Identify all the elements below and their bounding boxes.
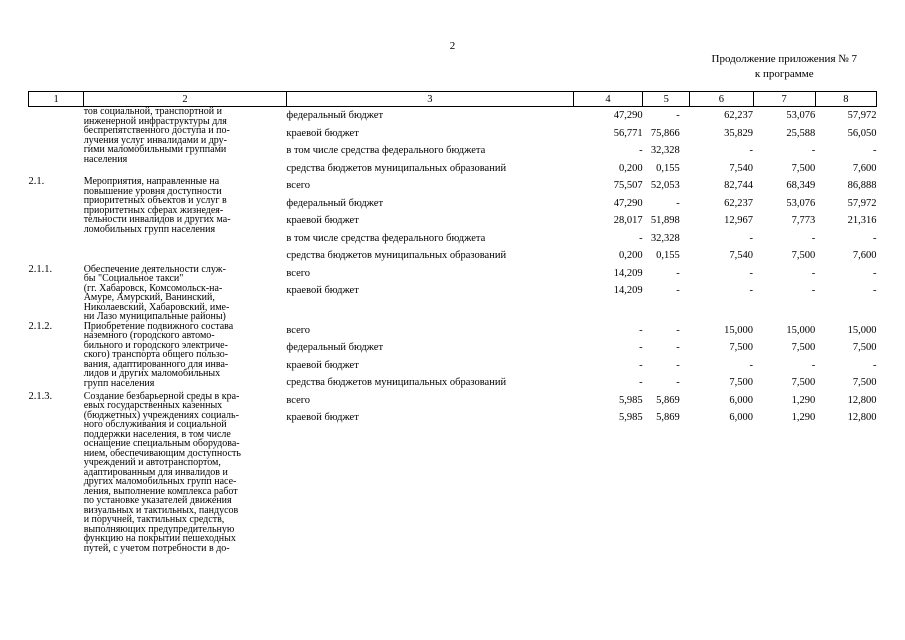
value-cell: 25,588 — [786, 127, 816, 139]
description-line: ского) транспорта общего пользо- — [83, 349, 229, 360]
value-cell: 12,967 — [724, 215, 753, 226]
row-number: 2.1. — [28, 176, 45, 187]
value-cell: 0,200 — [619, 250, 643, 261]
funding-sources — [286, 107, 573, 178]
description-line: и поручней, тактильных средств, — [83, 514, 225, 525]
description-line: ления, выполнение комплекса работ — [83, 485, 238, 497]
row-number: 2.1.2. — [28, 320, 53, 332]
value-cell: - — [639, 145, 643, 156]
description-line: лучения услуг инвалидами и дру- — [83, 134, 227, 146]
value-column-7 — [753, 107, 815, 178]
funding-sources — [286, 177, 573, 265]
value-column-5 — [643, 392, 690, 554]
value-cell: 5,985 — [619, 394, 643, 406]
value-cell: 0,155 — [656, 162, 680, 174]
funding-source-label: краевой бюджет — [286, 127, 359, 139]
value-cell: 15,000 — [847, 324, 877, 336]
value-cell: 5,985 — [619, 412, 643, 423]
value-cell: - — [811, 285, 816, 296]
value-cell: - — [873, 285, 877, 296]
value-cell: 5,869 — [656, 412, 680, 423]
funding-source-label: средства бюджетов муниципальных образований — [286, 377, 507, 388]
value-cell: - — [749, 359, 753, 371]
value-cell: - — [873, 267, 877, 279]
value-cell: - — [749, 145, 753, 156]
description-line: наземного (городского автомо- — [83, 330, 215, 341]
value-cell: - — [639, 359, 643, 371]
table-row — [29, 265, 877, 322]
description-line: Николаевский, Хабаровский, име- — [83, 301, 230, 313]
description-line: функцию на покрытии пешеходных — [83, 533, 236, 544]
value-cell: 7,500 — [791, 162, 816, 174]
value-cell: 57,972 — [847, 197, 877, 209]
funding-source-label: краевой бюджет — [286, 359, 359, 371]
column-header: 6 — [690, 92, 753, 107]
annex-line-2: к программе — [754, 68, 814, 80]
description-line: учреждений и автотранспортом, — [83, 457, 221, 468]
value-column-7 — [753, 265, 815, 322]
description-line: приоритетных сферах жизнедея- — [83, 204, 224, 216]
value-cell: 14,209 — [613, 285, 643, 296]
value-cell: - — [639, 232, 643, 244]
measure-description — [84, 392, 287, 554]
value-column-7 — [753, 322, 815, 392]
value-cell: 7,500 — [852, 342, 877, 353]
column-header: 3 — [286, 92, 573, 107]
description-line: бильного и городского электриче- — [83, 339, 228, 351]
description-line: выполняющих предупредительную — [83, 523, 235, 535]
value-cell: - — [873, 359, 877, 371]
value-cell: 28,017 — [613, 215, 643, 226]
value-cell: 12,800 — [847, 412, 877, 423]
funding-source-label: всего — [286, 394, 311, 406]
value-cell: 7,540 — [729, 162, 753, 174]
value-column-8 — [815, 177, 876, 265]
annex-reference — [712, 52, 857, 82]
value-cell: 35,829 — [724, 127, 753, 139]
value-column-6 — [690, 107, 753, 178]
value-column-5 — [643, 177, 690, 265]
value-cell: - — [749, 285, 753, 296]
funding-source-label: краевой бюджет — [286, 285, 359, 296]
table-row — [29, 107, 877, 178]
value-column-4 — [573, 107, 642, 178]
measure-description — [84, 322, 287, 392]
value-cell: - — [676, 197, 680, 209]
funding-source-label: краевой бюджет — [286, 412, 359, 423]
funding-source-label: всего — [286, 267, 311, 279]
description-line: адаптированным для инвалидов и — [83, 466, 228, 478]
funding-sources — [286, 322, 573, 392]
description-line: других маломобильных групп насе- — [83, 476, 237, 487]
description-line: беспрепятственного доступа и по- — [83, 125, 230, 136]
table-row — [29, 322, 877, 392]
value-cell: 53,076 — [786, 110, 816, 121]
column-header: 4 — [573, 92, 642, 107]
value-column-5 — [643, 322, 690, 392]
value-cell: 68,349 — [786, 180, 816, 191]
value-column-8 — [815, 107, 876, 178]
program-table — [28, 91, 877, 553]
funding-source-label: всего — [286, 324, 311, 336]
value-column-4 — [573, 392, 642, 554]
funding-source-label: федеральный бюджет — [286, 342, 384, 353]
value-column-8 — [815, 265, 876, 322]
value-cell: 7,500 — [791, 342, 816, 353]
value-cell: - — [676, 359, 680, 371]
value-column-8 — [815, 392, 876, 554]
value-column-6 — [690, 392, 753, 554]
value-column-5 — [643, 107, 690, 178]
description-line: (бюджетных) учреждениях социаль- — [83, 409, 239, 421]
value-cell: 15,000 — [724, 324, 753, 336]
value-column-8 — [815, 322, 876, 392]
value-cell: 51,898 — [650, 215, 680, 226]
measure-description — [84, 265, 287, 322]
description-line: вания, адаптированного для инва- — [83, 358, 229, 370]
value-cell: 21,316 — [847, 215, 877, 226]
row-number — [29, 107, 84, 178]
value-cell: - — [676, 324, 680, 336]
value-cell: 56,771 — [613, 127, 643, 139]
value-cell: 0,200 — [619, 162, 643, 174]
description-line: населения — [83, 153, 128, 165]
column-header: 1 — [29, 92, 84, 107]
funding-source-label: средства бюджетов муниципальных образований — [286, 162, 507, 174]
column-number-row — [29, 92, 877, 107]
column-header: 8 — [815, 92, 876, 107]
value-cell: - — [676, 377, 680, 388]
description-line: тов социальной, транспортной и — [83, 106, 222, 117]
value-cell: 62,237 — [724, 197, 753, 209]
description-line: Амуре, Амурский, Ванинский, — [83, 292, 215, 303]
funding-source-label: краевой бюджет — [286, 215, 359, 226]
table-row — [29, 392, 877, 554]
funding-sources — [286, 265, 573, 322]
value-cell: - — [873, 232, 877, 244]
value-cell: - — [873, 145, 877, 156]
description-line: ни Лазо муниципальные районы) — [83, 311, 226, 322]
value-cell: - — [749, 232, 753, 244]
value-column-7 — [753, 392, 815, 554]
funding-source-label: в том числе средства федерального бюджета — [286, 145, 486, 156]
value-cell: 57,972 — [847, 110, 877, 121]
description-line: тельности инвалидов и других ма- — [83, 214, 231, 225]
value-cell: 75,507 — [613, 180, 643, 191]
value-cell: 7,500 — [729, 377, 753, 388]
description-line: Мероприятия, направленные на — [83, 176, 220, 187]
description-line: бы "Социальное такси" — [83, 273, 184, 284]
description-line: оснащение специальным оборудова- — [83, 438, 240, 449]
value-cell: 32,328 — [650, 232, 680, 244]
description-line: инженерной инфраструктуры для — [83, 115, 227, 127]
value-cell: 82,744 — [724, 180, 753, 191]
value-cell: 32,328 — [650, 145, 680, 156]
description-line: гими маломобильными группами — [83, 144, 227, 155]
value-cell: 5,869 — [656, 394, 680, 406]
funding-source-label: федеральный бюджет — [286, 197, 384, 209]
description-line: евых государственных казенных — [83, 400, 223, 411]
value-cell: - — [639, 324, 643, 336]
value-column-6 — [690, 322, 753, 392]
value-cell: 7,500 — [791, 250, 816, 261]
value-cell: 1,290 — [791, 394, 816, 406]
column-header: 2 — [84, 92, 287, 107]
description-line: Создание безбарьерной среды в кра- — [83, 390, 240, 402]
value-column-4 — [573, 265, 642, 322]
value-cell: 12,800 — [847, 394, 877, 406]
column-header: 7 — [753, 92, 815, 107]
value-cell: 47,290 — [613, 197, 643, 209]
value-cell: 56,050 — [847, 127, 877, 139]
value-cell: - — [811, 359, 816, 371]
value-cell: 15,000 — [786, 324, 816, 336]
value-cell: 53,076 — [786, 197, 816, 209]
description-line: ломобильных групп населения — [83, 223, 216, 235]
value-cell: - — [676, 342, 680, 353]
description-line: Приобретение подвижного состава — [83, 320, 234, 332]
value-cell: 6,000 — [729, 412, 753, 423]
value-column-4 — [573, 322, 642, 392]
value-cell: 7,600 — [852, 162, 877, 174]
value-cell: 7,773 — [791, 215, 816, 226]
value-column-7 — [753, 177, 815, 265]
description-line: (гг. Хабаровск, Комсомольск-на- — [83, 282, 223, 294]
description-line: ного обслуживания и социальной — [83, 419, 227, 430]
value-cell: 47,290 — [613, 110, 643, 121]
value-cell: - — [811, 145, 816, 156]
value-cell: - — [811, 267, 816, 279]
value-cell: 1,290 — [791, 412, 816, 423]
page-number: 2 — [449, 40, 456, 52]
funding-source-label: в том числе средства федерального бюджета — [286, 232, 486, 244]
value-cell: - — [676, 110, 680, 121]
value-cell: 14,209 — [613, 267, 643, 279]
value-cell: 52,053 — [650, 180, 680, 191]
value-cell: 7,540 — [729, 250, 753, 261]
funding-source-label: средства бюджетов муниципальных образований — [286, 250, 507, 261]
value-cell: 7,600 — [852, 250, 877, 261]
value-cell: 75,866 — [650, 127, 680, 139]
value-cell: 62,237 — [724, 110, 753, 121]
value-cell: 7,500 — [729, 342, 753, 353]
value-column-6 — [690, 177, 753, 265]
description-line: групп населения — [83, 377, 155, 389]
measure-description — [84, 107, 287, 178]
description-line: нием, обеспечивающим доступность — [83, 447, 241, 459]
description-line: визуальных и тактильных, пандусов — [83, 504, 239, 516]
value-column-4 — [573, 177, 642, 265]
description-line: поддержки населения, в том числе — [83, 428, 231, 440]
funding-sources — [286, 392, 573, 554]
description-line: лидов и других маломобильных — [83, 368, 221, 379]
measure-description — [84, 177, 287, 265]
table-row — [29, 177, 877, 265]
annex-line-1: Продолжение приложения № 7 — [711, 53, 857, 65]
table-body — [29, 107, 877, 554]
row-number: 2.1.3. — [28, 390, 53, 402]
value-cell: - — [749, 267, 753, 279]
description-line: путей, с учетом потребности в до- — [83, 542, 230, 554]
value-cell: 7,500 — [852, 377, 877, 388]
value-cell: - — [676, 267, 680, 279]
value-cell: 86,888 — [847, 180, 877, 191]
value-cell: - — [639, 377, 643, 388]
funding-source-label: федеральный бюджет — [286, 110, 384, 121]
column-header: 5 — [643, 92, 690, 107]
value-cell: - — [676, 285, 680, 296]
value-column-6 — [690, 265, 753, 322]
description-line: по установке указателей движения — [83, 495, 232, 506]
value-cell: 7,500 — [791, 377, 816, 388]
value-cell: 6,000 — [729, 394, 753, 406]
description-line: повышение уровня доступности — [83, 185, 222, 197]
value-cell: - — [639, 342, 643, 353]
description-line: Обеспечение деятельности служ- — [83, 263, 226, 275]
value-column-5 — [643, 265, 690, 322]
value-cell: 0,155 — [656, 250, 680, 261]
description-line: приоритетных объектов и услуг в — [83, 195, 227, 206]
funding-source-label: всего — [286, 180, 311, 191]
row-number: 2.1.1. — [28, 263, 53, 275]
value-cell: - — [811, 232, 816, 244]
